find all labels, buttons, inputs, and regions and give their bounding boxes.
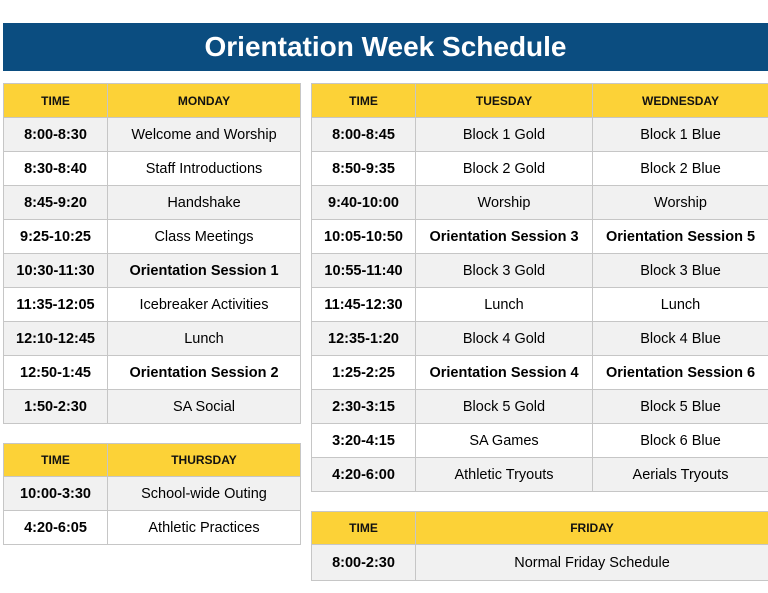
wednesday-column-header: WEDNESDAY [593, 84, 768, 118]
thursday-header-row [4, 444, 301, 477]
time-cell: 8:50-9:35 [312, 152, 416, 186]
time-cell: 8:00-8:30 [4, 118, 108, 152]
time-cell: 10:30-11:30 [4, 254, 108, 288]
table-row [4, 390, 301, 424]
tuesday-cell: Block 2 Gold [416, 152, 593, 186]
tuesday-cell: Block 5 Gold [416, 390, 593, 424]
time-cell: 3:20-4:15 [312, 424, 416, 458]
tuesday-cell: Orientation Session 4 [416, 356, 593, 390]
table-row [4, 254, 301, 288]
tuesday-column-header: TUESDAY [416, 84, 593, 118]
monday-schedule-table [3, 83, 301, 424]
time-column-header: TIME [312, 84, 416, 118]
time-cell: 4:20-6:05 [4, 511, 108, 545]
event-cell: Orientation Session 2 [108, 356, 301, 390]
table-row [312, 152, 768, 186]
table-row [312, 545, 768, 581]
friday-schedule-table [311, 511, 768, 581]
monday-column-header: MONDAY [108, 84, 301, 118]
time-cell: 12:10-12:45 [4, 322, 108, 356]
table-row [312, 322, 768, 356]
wednesday-cell: Block 4 Blue [593, 322, 768, 356]
wednesday-cell: Orientation Session 5 [593, 220, 768, 254]
event-cell: Welcome and Worship [108, 118, 301, 152]
time-column-header: TIME [4, 444, 108, 477]
time-cell: 1:50-2:30 [4, 390, 108, 424]
table-row [312, 356, 768, 390]
wednesday-cell: Block 6 Blue [593, 424, 768, 458]
table-row [312, 288, 768, 322]
time-cell: 12:50-1:45 [4, 356, 108, 390]
time-cell: 10:00-3:30 [4, 477, 108, 511]
wednesday-cell: Block 2 Blue [593, 152, 768, 186]
time-cell: 9:40-10:00 [312, 186, 416, 220]
event-cell: Class Meetings [108, 220, 301, 254]
event-cell: Orientation Session 1 [108, 254, 301, 288]
thursday-schedule-table [3, 443, 301, 545]
time-cell: 8:30-8:40 [4, 152, 108, 186]
event-cell: Normal Friday Schedule [416, 545, 768, 581]
tuesday-cell: Block 1 Gold [416, 118, 593, 152]
table-row [4, 477, 301, 511]
time-cell: 8:00-8:45 [312, 118, 416, 152]
friday-column-header: FRIDAY [416, 512, 768, 545]
event-cell: Athletic Practices [108, 511, 301, 545]
table-row [312, 186, 768, 220]
event-cell: Lunch [108, 322, 301, 356]
time-cell: 11:35-12:05 [4, 288, 108, 322]
table-row [312, 424, 768, 458]
time-column-header: TIME [4, 84, 108, 118]
wednesday-cell: Aerials Tryouts [593, 458, 768, 492]
table-row [312, 220, 768, 254]
tuesday-wednesday-schedule-table [311, 83, 768, 492]
table-row [4, 322, 301, 356]
page-title: Orientation Week Schedule [3, 23, 768, 71]
wednesday-cell: Orientation Session 6 [593, 356, 768, 390]
table-row [4, 511, 301, 545]
wednesday-cell: Block 1 Blue [593, 118, 768, 152]
time-column-header: TIME [312, 512, 416, 545]
event-cell: Staff Introductions [108, 152, 301, 186]
event-cell: Handshake [108, 186, 301, 220]
thursday-column-header: THURSDAY [108, 444, 301, 477]
time-cell: 12:35-1:20 [312, 322, 416, 356]
time-cell: 11:45-12:30 [312, 288, 416, 322]
table-row [4, 118, 301, 152]
table-row [312, 118, 768, 152]
tuesday-cell: Orientation Session 3 [416, 220, 593, 254]
table-row [312, 458, 768, 492]
tuesday-cell: Athletic Tryouts [416, 458, 593, 492]
midweek-header-row [312, 84, 768, 118]
table-row [4, 220, 301, 254]
time-cell: 4:20-6:00 [312, 458, 416, 492]
time-cell: 9:25-10:25 [4, 220, 108, 254]
tuesday-cell: Worship [416, 186, 593, 220]
tuesday-cell: Lunch [416, 288, 593, 322]
tuesday-cell: Block 3 Gold [416, 254, 593, 288]
time-cell: 1:25-2:25 [312, 356, 416, 390]
event-cell: School-wide Outing [108, 477, 301, 511]
event-cell: SA Social [108, 390, 301, 424]
time-cell: 8:45-9:20 [4, 186, 108, 220]
tuesday-cell: Block 4 Gold [416, 322, 593, 356]
time-cell: 10:05-10:50 [312, 220, 416, 254]
wednesday-cell: Lunch [593, 288, 768, 322]
table-row [312, 390, 768, 424]
table-row [4, 186, 301, 220]
time-cell: 10:55-11:40 [312, 254, 416, 288]
friday-header-row [312, 512, 768, 545]
table-row [4, 152, 301, 186]
table-row [4, 288, 301, 322]
event-cell: Icebreaker Activities [108, 288, 301, 322]
tuesday-cell: SA Games [416, 424, 593, 458]
time-cell: 8:00-2:30 [312, 545, 416, 581]
monday-header-row [4, 84, 301, 118]
wednesday-cell: Worship [593, 186, 768, 220]
table-row [4, 356, 301, 390]
wednesday-cell: Block 3 Blue [593, 254, 768, 288]
time-cell: 2:30-3:15 [312, 390, 416, 424]
wednesday-cell: Block 5 Blue [593, 390, 768, 424]
table-row [312, 254, 768, 288]
